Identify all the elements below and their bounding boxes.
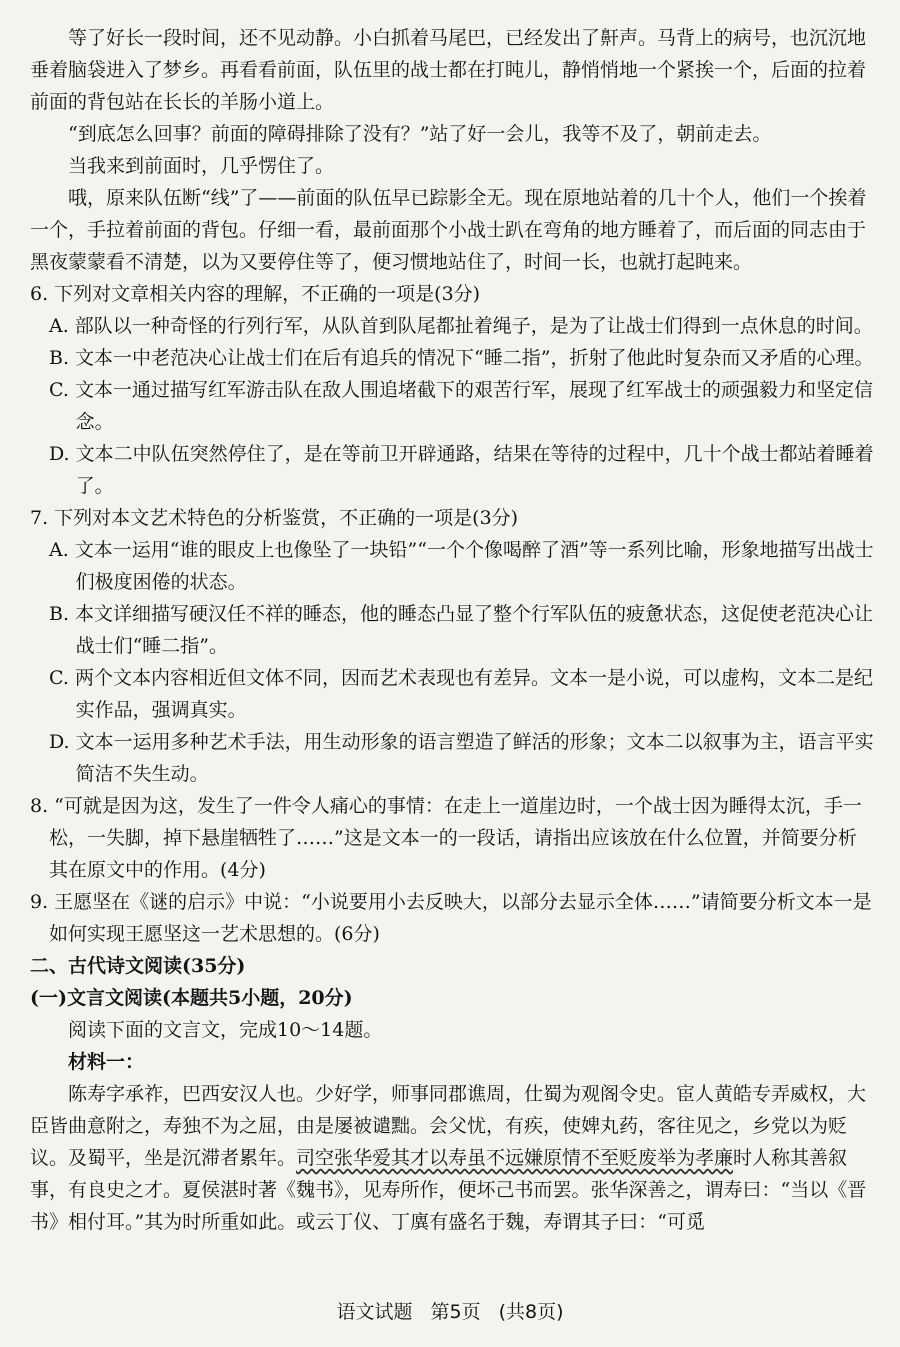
question-6-option-b: B. 文本一中老范决心让战士们在后有追兵的情况下“睡二指”，折射了他此时复杂而又矛盾的心理。 — [49, 347, 874, 369]
section-2-instruction: 阅读下面的文言文，完成10～14题。 — [68, 1019, 383, 1041]
passage-paragraph-1: 等了好长一段时间，还不见动静。小白抓着马尾巴，已经发出了鼾声。马背上的病号，也沉沉地垂着脑袋进入了梦乡。再看看前面，队伍里的战士都在打盹儿，静悄悄地一个紧挨一个，后面的拉着前面的背包站在长长的羊肠小道上。 — [30, 27, 867, 113]
question-6-option-c: C. 文本一通过描写红军游击队在敌人围追堵截下的艰苦行军，展现了红军战士的顽强毅力和坚定信念。 — [49, 379, 873, 433]
question-7-option-d: D. 文本一运用多种艺术手法，用生动形象的语言塑造了鲜活的形象；文本二以叙事为主，语言平实简洁不失生动。 — [49, 731, 874, 785]
passage-paragraph-2: “到底怎么回事？前面的障碍排除了没有？”站了好一会儿，我等不及了，朝前走去。 — [68, 123, 772, 145]
classical-text — [30, 1078, 874, 1238]
question-7 — [30, 502, 874, 790]
section-2-title: 二、古代诗文阅读(35分) — [30, 955, 246, 977]
question-6-option-d: D. 文本二中队伍突然停住了，是在等前卫开辟通路，结果在等待的过程中，几十个战士都站着睡着了。 — [49, 443, 874, 497]
classical-text-wavy-underlined: 司空张华爱其才以寿虽不远嫌原情不至贬废举为孝廉 — [296, 1147, 734, 1169]
classical-text-part-2: 时人称其善叙事，有良史之才。夏侯湛时著《魏书》，见寿所作，便坏己书而罢。张华深善之，谓寿曰：“当以《晋书》相付耳。”其为时所重如此。或云丁仪、丁廙有盛名于魏，寿谓其子曰：“可觅 — [30, 1147, 867, 1233]
question-7-option-b: B. 本文详细描写硬汉任不祥的睡态，他的睡态凸显了整个行军队伍的疲惫状态，这促使老范决心让战士们“睡二指”。 — [49, 603, 874, 657]
question-6 — [30, 278, 874, 502]
footer-total-pages: (共8页) — [498, 1301, 564, 1323]
question-6-option-a: A. 部队以一种奇怪的行列行军，从队首到队尾都扯着绳子，是为了让战士们得到一点休息的时间。 — [49, 315, 873, 337]
question-9: 9. 王愿坚在《谜的启示》中说：“小说要用小去反映大，以部分去显示全体……”请简要分析文本一是如何实现王愿坚这一艺术思想的。(6分) — [30, 891, 872, 945]
question-6-stem: 6. 下列对文章相关内容的理解，不正确的一项是(3分) — [30, 283, 481, 305]
passage-paragraph-4: 哦，原来队伍断“线”了——前面的队伍早已踪影全无。现在原地站着的几十个人，他们一个挨着一个，手拉着前面的背包。仔细一看，最前面那个小战士趴在弯角的地方睡着了，而后面的同志由于黑夜蒙蒙看不清楚，以为又要停住等了，便习惯地站住了，时间一长，也就打起盹来。 — [30, 187, 867, 273]
section-2-subtitle: (一)文言文阅读(本题共5小题，20分) — [30, 987, 353, 1009]
passage-paragraph-3: 当我来到前面时，几乎愣住了。 — [68, 155, 335, 177]
footer-subject: 语文试题 — [336, 1301, 413, 1323]
question-7-stem: 7. 下列对本文艺术特色的分析鉴赏，不正确的一项是(3分) — [30, 507, 519, 529]
question-8: 8. “可就是因为这，发生了一件令人痛心的事情：在走上一道崖边时，一个战士因为睡得太沉，手一松，一失脚，掉下悬崖牺牲了……”这是文本一的一段话，请指出应该放在什么位置，并简要分析其在原文中的作用。(4分) — [30, 795, 862, 881]
page-footer — [0, 1296, 900, 1328]
material-1-label: 材料一： — [68, 1051, 145, 1073]
footer-page-number: 第5页 — [430, 1301, 481, 1323]
question-7-option-a: A. 文本一运用“谁的眼皮上也像坠了一块铅”“一个个像喝醉了酒”等一系列比喻，形象地描写出战士们极度困倦的状态。 — [49, 539, 874, 593]
question-7-option-c: C. 两个文本内容相近但文体不同，因而艺术表现也有差异。文本一是小说，可以虚构，文本二是纪实作品，强调真实。 — [49, 667, 873, 721]
classical-text-part-1: 陈寿字承祚，巴西安汉人也。少好学，师事同郡谯周，仕蜀为观阁令史。宦人黄皓专弄威权，大臣皆曲意附之，寿独不为之屈，由是屡被谴黜。会父忧，有疾，使婢丸药，客往见之，乡党以为贬议。及蜀平，坐是沉滞者累年。 — [30, 1083, 867, 1169]
